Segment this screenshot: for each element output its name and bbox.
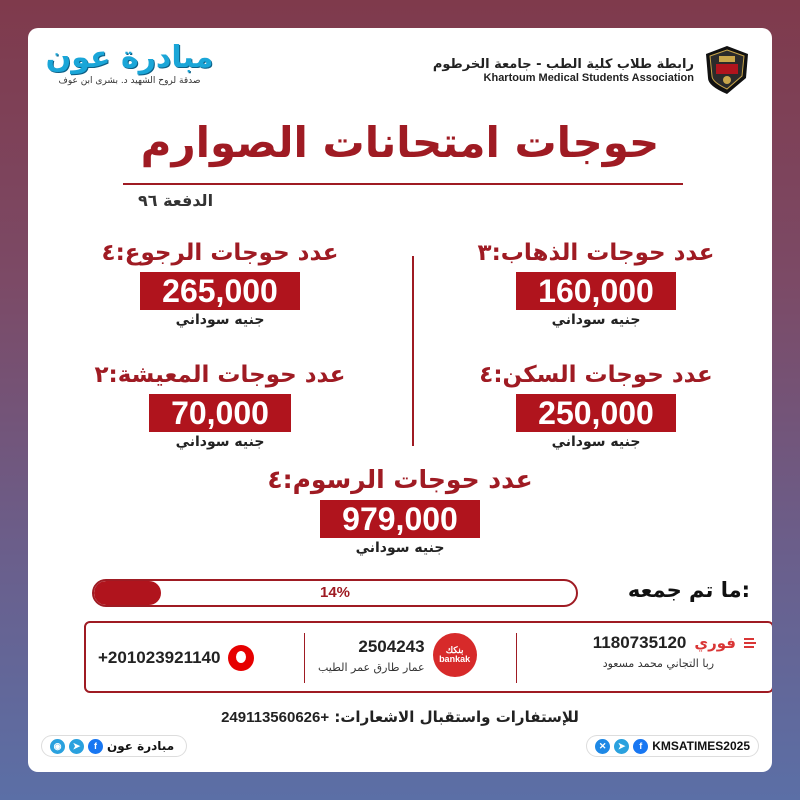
vodafone-number: +201023921140: [98, 648, 221, 667]
need-fees: [250, 465, 550, 556]
org-name-ar: رابطة طلاب كلية الطب - جامعة الخرطوم: [432, 56, 694, 72]
org-name-en: Khartoum Medical Students Association: [483, 71, 694, 84]
fawry-arrow-icon: [744, 637, 758, 649]
title-underline: [123, 183, 683, 185]
need-currency: جنيه سوداني: [355, 540, 445, 556]
facebook-icon[interactable]: f: [633, 739, 648, 754]
need-amount: 160,000: [516, 272, 676, 310]
inquiries-phone: +249113560626: [221, 709, 330, 726]
need-currency: جنيه سوداني: [175, 312, 265, 328]
initiative-tagline: صدقة لروح الشهيد د. بشرى ابن عوف: [58, 75, 201, 86]
bankak-logo-text-ar: بنكك: [445, 644, 464, 655]
progress-bar: [92, 579, 578, 607]
collected-label: ما تم جمعه:: [627, 578, 750, 602]
need-housing: [446, 362, 746, 450]
need-label: عدد حوجات الرسوم:٤: [267, 465, 533, 494]
need-amount: 250,000: [516, 394, 676, 432]
need-amount: 70,000: [149, 394, 291, 432]
fawry-logo-icon: فوري: [694, 634, 736, 652]
bankak-account-name: عمار طارق عمر الطيب: [318, 660, 425, 674]
telegram-icon[interactable]: ➤: [614, 739, 629, 754]
social-initiative: [42, 736, 186, 756]
initiative-logo: [42, 42, 217, 86]
payment-vodafone: [98, 645, 254, 671]
bankak-logo-icon: [433, 633, 477, 677]
need-living: [70, 362, 370, 450]
telegram-icon[interactable]: ➤: [69, 739, 84, 754]
org-crest-icon: [702, 44, 752, 96]
need-label: عدد حوجات المعيشة:٢: [94, 362, 346, 388]
fawry-account-name: ربا التجاني محمد مسعود: [602, 657, 715, 670]
vodafone-logo-icon: [228, 645, 254, 671]
need-label: عدد حوجات السكن:٤: [479, 362, 713, 388]
need-currency: جنيه سوداني: [175, 434, 265, 450]
payment-separator: [304, 633, 305, 683]
progress-percent: 14%: [319, 584, 351, 601]
whatsapp-icon[interactable]: ◉: [50, 739, 65, 754]
bankak-number: 2504243: [358, 636, 425, 656]
batch-label: الدفعة ٩٦: [138, 191, 214, 210]
payment-methods: [84, 621, 772, 693]
inquiries-text: للإستفارات واستقبال الاشعارات:: [334, 708, 579, 726]
payment-separator: [516, 633, 517, 683]
need-amount: 979,000: [320, 500, 480, 538]
poster-card: [28, 28, 772, 772]
fawry-number: 1180735120: [592, 633, 687, 652]
need-label: عدد حوجات الذهاب:٣: [477, 240, 715, 266]
facebook-icon[interactable]: f: [88, 739, 103, 754]
need-label: عدد حوجات الرجوع:٤: [101, 240, 339, 266]
payment-fawry: [593, 633, 758, 670]
need-amount: 265,000: [140, 272, 300, 310]
initiative-handle: مبادرة عون: [107, 739, 175, 753]
page-title: حوجات امتحانات الصوارم: [140, 118, 660, 167]
social-association: [587, 736, 758, 756]
need-currency: جنيه سوداني: [551, 434, 641, 450]
payment-bankak: [318, 633, 477, 677]
need-currency: جنيه سوداني: [551, 312, 641, 328]
association-handle: KMSATIMES2025: [652, 739, 750, 753]
need-transport-go: [446, 240, 746, 328]
need-transport-return: [70, 240, 370, 328]
inquiries-line: [28, 708, 772, 726]
bankak-logo-text-en: bankak: [439, 654, 471, 664]
column-divider: [412, 256, 414, 446]
initiative-name: مبادرة عون: [45, 40, 214, 75]
x-icon[interactable]: ✕: [595, 739, 610, 754]
org-header: [433, 44, 752, 96]
